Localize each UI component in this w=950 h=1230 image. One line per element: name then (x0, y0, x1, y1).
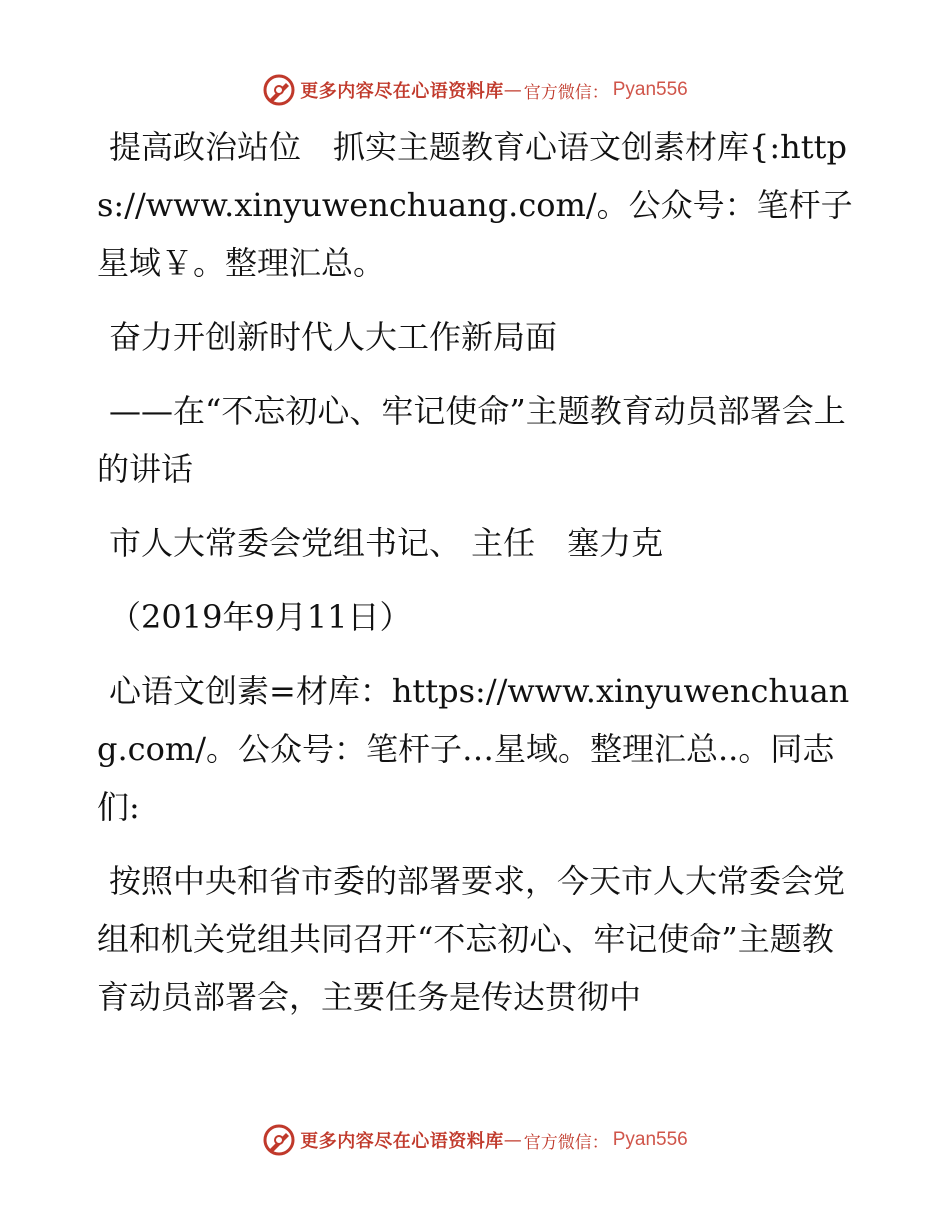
pen-logo-icon (262, 73, 296, 107)
header-banner (0, 70, 950, 110)
source-notice: 心语文创素=材库：https://www.xinyuwenchuang.com/。公众号：笔杆子…星域。整理汇总..。同志们: (97, 672, 850, 826)
footer-banner (0, 1120, 950, 1160)
document-subtitle: ——在“不忘初心、牢记使命”主题教育动员部署会上的讲话 (97, 392, 846, 488)
pen-logo-icon (262, 1123, 296, 1157)
document-body (97, 118, 857, 1042)
paragraph-heading-line: 提高政治站位 抓实主题教育心语文创素材库{:https://www.xinyuwenchuang.com/。公众号：笔杆子星域￥。整理汇总。 (97, 128, 853, 282)
date-line: （2019年9月11日） (109, 598, 412, 636)
footer-wechat-label: 官方微信： (523, 1132, 609, 1153)
document-title: 奋力开创新时代人大工作新局面 (109, 318, 558, 356)
header-wechat-label: 官方微信： (523, 82, 609, 103)
header-banner-text: 更多内容尽在心语资料库 (300, 81, 504, 102)
footer-wechat-id: Pyan556 (612, 1129, 688, 1150)
header-banner-separator: — (503, 79, 522, 101)
footer-banner-separator: — (503, 1129, 522, 1151)
header-wechat-id: Pyan556 (612, 79, 688, 100)
footer-banner-text: 更多内容尽在心语资料库 (300, 1131, 504, 1152)
body-paragraph: 按照中央和省市委的部署要求，今天市人大常委会党组和机关党组共同召开“不忘初心、牢记使命”主题教育动员部署会，主要任务是传达贯彻中 (97, 862, 846, 1016)
speaker-line: 市人大常委会党组书记、 主任 塞力克 (109, 524, 664, 562)
